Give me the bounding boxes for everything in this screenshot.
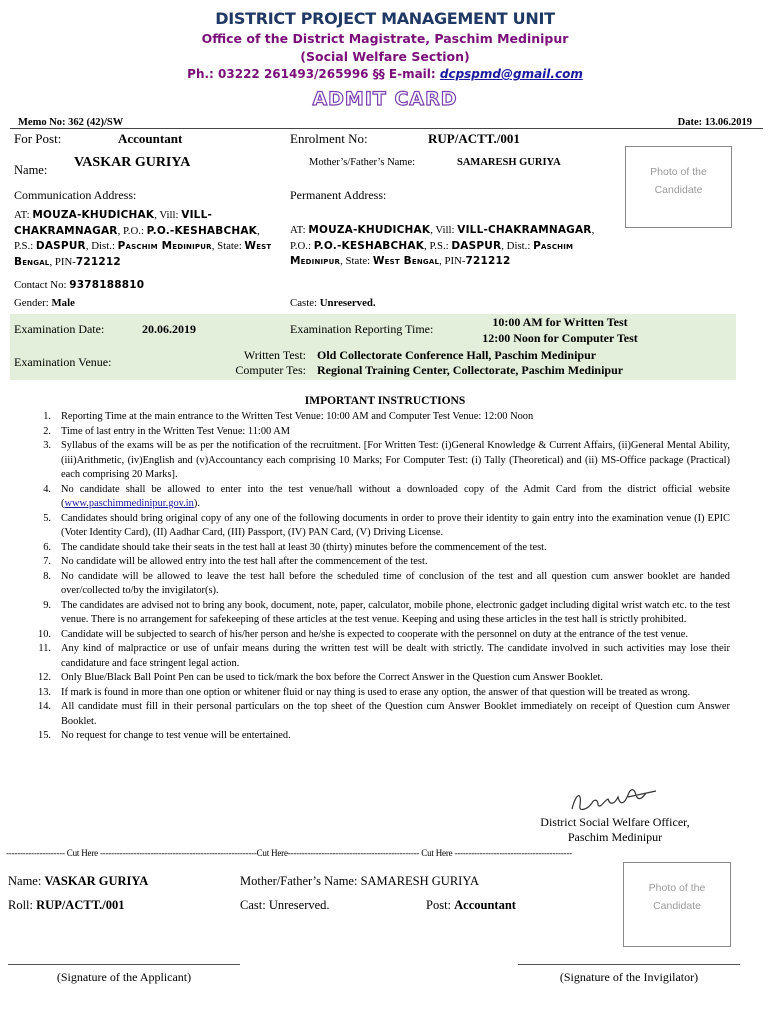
cut-here-line: --------------------- Cut Here --------------------------------------------------------Cut Here----------------------------------------------- Cut Here ------------------------------------------ (6, 848, 572, 858)
instruction-text: No candidate will be allowed to leave the test hall before the scheduled time of conclusion of the test and all question cum answer booklet are handed over/collected to/by the invigilator(s). (61, 570, 730, 596)
instruction-text: All candidate must fill in their personal particulars on the top sheet of the Question cum Answer Booklet immediately on receipt of Question cum Answer Booklet. (61, 701, 730, 727)
instruction-number: 15. (38, 730, 51, 741)
instructions-title: IMPORTANT INSTRUCTIONS (304, 395, 466, 407)
instruction-item (14, 729, 730, 744)
instruction-text: Candidate will be subjected to search of his/her person and he/she is expected to cooperate with the personnel on duty at the entrance of the test venue. (61, 628, 688, 640)
gender: Gender: Male (14, 297, 75, 309)
instruction-text: No candidate will be allowed entry into the test hall after the commencement of the test. (61, 556, 428, 567)
instruction-item (14, 512, 730, 541)
instruction-text: Reporting Time at the main entrance to the Written Test Venue: 10:00 AM and Computer Test Venue: 12:00 Noon (61, 411, 534, 422)
instruction-item (14, 425, 730, 440)
instruction-number: 6. (43, 541, 51, 553)
stub-parent-name: Mother/Father’s Name: SAMARESH GURIYA (240, 874, 479, 888)
reporting-computer-time: 12:00 Noon for Computer Test (482, 331, 638, 345)
office-name: Office of the District Magistrate, Paschim Medinipur (201, 31, 569, 46)
name-label: Name: (14, 163, 48, 177)
communication-address: AT: MOUZA-KHUDICHAK, Vill: VILL-CHAKRAMNAGAR, P.O.: P.O.-KESHABCHAK, P.S.: DASPUR, Dist.: Paschim Medinipur, State: West Bengal, PIN-721212 (14, 209, 272, 268)
phone-text: Ph.: 03222 261493/265996 §§ E-mail: (187, 67, 440, 81)
invigilator-signature-label: (Signature of the Invigilator) (559, 970, 699, 984)
instructions-list (14, 410, 730, 744)
stub-photo-box (623, 862, 731, 947)
instruction-number: 4. (43, 483, 51, 495)
instruction-item: 4. No candidate shall be allowed to enter into the test venue/hall without a downloaded copy of the Admit Card from the district official website (www.paschimmedinipur.gov.in). (14, 483, 730, 512)
instruction-number: 7. (43, 556, 51, 567)
parent-name: SAMARESH GURIYA (457, 157, 561, 168)
contact-number: Contact No: 9378188810 (14, 279, 145, 291)
stub-caste: Cast: Unreserved. (240, 898, 330, 912)
instruction-number: 5. (43, 512, 51, 524)
instruction-item (14, 642, 730, 671)
instruction-text: If mark is found in more than one option or whitener fluid or nay thing is used to erase any option, the answer of that question will be treated as wrong. (61, 686, 691, 698)
instruction-item (14, 570, 730, 599)
caste: Caste: Unreserved. (290, 297, 376, 309)
instruction-item (14, 686, 730, 701)
post-value: Accountant (118, 131, 183, 146)
instruction-text: The candidates are advised not to bring any book, document, note, paper, calculator, mobile phone, electronic gadget including digital wrist watch etc. to the test venue. There is no arrangement for safekeeping of these articles at the test venue. Keeping and using these articles in the test hall is strictly prohibited. (61, 599, 730, 625)
instruction-item (14, 671, 730, 686)
instruction-number: 11. (38, 643, 51, 654)
instruction-number: 1. (43, 411, 51, 422)
contact-line (0, 67, 770, 81)
instruction-item (14, 541, 730, 556)
photo-placeholder-text: Photo of the Candidate (650, 166, 707, 196)
instruction-number: 9. (43, 599, 51, 611)
instruction-text-end: ). (193, 498, 200, 509)
applicant-signature-line (8, 964, 240, 965)
instruction-text: Candidates should bring original copy of any one of the following documents in order to prove their identity to gain entry into the examination venue (I) EPIC (Voter Identity Card), (II) Aadhar Card, (III) Passport, (IV) PAN Card, (V) Driving License. (61, 512, 730, 538)
officer-signature (568, 783, 660, 817)
reporting-written-time: 10:00 AM for Written Test (492, 315, 628, 329)
communication-address-label: Communication Address: (14, 188, 137, 202)
instruction-number: 10. (38, 628, 51, 640)
permanent-address: AT: MOUZA-KHUDICHAK, Vill: VILL-CHAKRAMNAGAR, P.O.: P.O.-KESHABCHAK, P.S.: DASPUR, Dist.: Paschim Medinipur, State: West Bengal, PIN-721212 (290, 224, 595, 267)
instruction-text: No request for change to test venue will be entertained. (61, 730, 291, 741)
exam-date-label: Examination Date: (14, 322, 105, 336)
exam-date-value: 20.06.2019 (142, 322, 196, 336)
instruction-item (14, 628, 730, 643)
instruction-text: No candidate shall be allowed to enter into the test venue/hall without a downloaded copy of the Admit Card from the district official website (61, 483, 730, 495)
instruction-item (14, 439, 730, 483)
instruction-number: 2. (43, 425, 51, 437)
unit-title: DISTRICT PROJECT MANAGEMENT UNIT (215, 9, 555, 28)
stub-name: Name: VASKAR GURIYA (8, 874, 149, 888)
instruction-item (14, 700, 730, 729)
venue-computer-value: Regional Training Center, Collectorate, Paschim Medinipur (317, 363, 624, 377)
instruction-text: Time of last entry in the Written Test Venue: 11:00 AM (61, 425, 290, 437)
instruction-number: 8. (43, 570, 51, 582)
stub-roll: Roll: RUP/ACTT./001 (8, 898, 125, 912)
instruction-number: 13. (38, 686, 51, 698)
issue-date: Date: 13.06.2019 (677, 117, 752, 128)
instruction-text: The candidate should take their seats in the test hall at least 30 (thirty) minutes before the commencement of the test. (61, 541, 547, 553)
email-link[interactable]: dcpspmd@gmail.com (439, 67, 583, 81)
reporting-time-label: Examination Reporting Time: (290, 322, 434, 336)
venue-written-value: Old Collectorate Conference Hall, Paschim Medinipur (317, 348, 597, 362)
signatory-district: Paschim Medinipur (567, 830, 663, 844)
invigilator-signature-line (518, 964, 740, 965)
venue-computer-label: Computer Tes: (235, 363, 306, 377)
venue-written-label: Written Test: (243, 348, 306, 362)
instruction-item (14, 599, 730, 628)
candidate-name: VASKAR GURIYA (74, 155, 191, 170)
instruction-text: Only Blue/Black Ball Point Pen can be used to tick/mark the box before the Correct Answer in the Question cum Answer Booklet. (61, 672, 603, 683)
venue-label: Examination Venue: (14, 355, 112, 369)
parent-label: Mother’s/Father’s Name: (309, 157, 416, 168)
district-website-link[interactable]: www.paschimmedinipur.gov.in (64, 498, 194, 509)
instruction-number: 3. (43, 440, 51, 451)
permanent-address-label: Permanent Address: (290, 188, 387, 202)
stub-post: Post: Accountant (426, 898, 516, 912)
instruction-number: 12. (38, 672, 51, 683)
memo-number: Memo No: 362 (42)/SW (18, 117, 124, 128)
section-name: (Social Welfare Section) (300, 49, 470, 64)
admit-card-title: ADMIT CARD (312, 88, 458, 110)
enrolment-value: RUP/ACTT./001 (428, 131, 520, 146)
candidate-photo-box (625, 146, 732, 228)
instruction-text: Any kind of malpractice or use of unfair means during the written test will be dealt with strictly. The candidate involved in such activities may lose their candidature and face stringent legal action. (61, 643, 730, 669)
instruction-text: Syllabus of the exams will be as per the notification of the recruitment. [For Written Test: (i)General Knowledge & Current Affairs, (ii)General Mental Ability, (iii)Arithmetic, (iv)English and (v)Accountancy each comprising 10 Marks; For Computer Test: (i) Tally (Theoretical) and (ii) MS-Office package (Practical) each comprising 20 Marks]. (61, 440, 730, 480)
instruction-item (14, 410, 730, 425)
header-rule (10, 128, 763, 129)
stub-photo-placeholder-text: Photo of the Candidate (648, 882, 706, 912)
applicant-signature-label: (Signature of the Applicant) (56, 970, 192, 984)
signatory-title: District Social Welfare Officer, (540, 815, 690, 829)
instruction-number: 14. (38, 701, 51, 712)
post-label: For Post: (14, 131, 62, 146)
instruction-item (14, 555, 730, 570)
enrolment-label: Enrolment No: (290, 131, 368, 146)
